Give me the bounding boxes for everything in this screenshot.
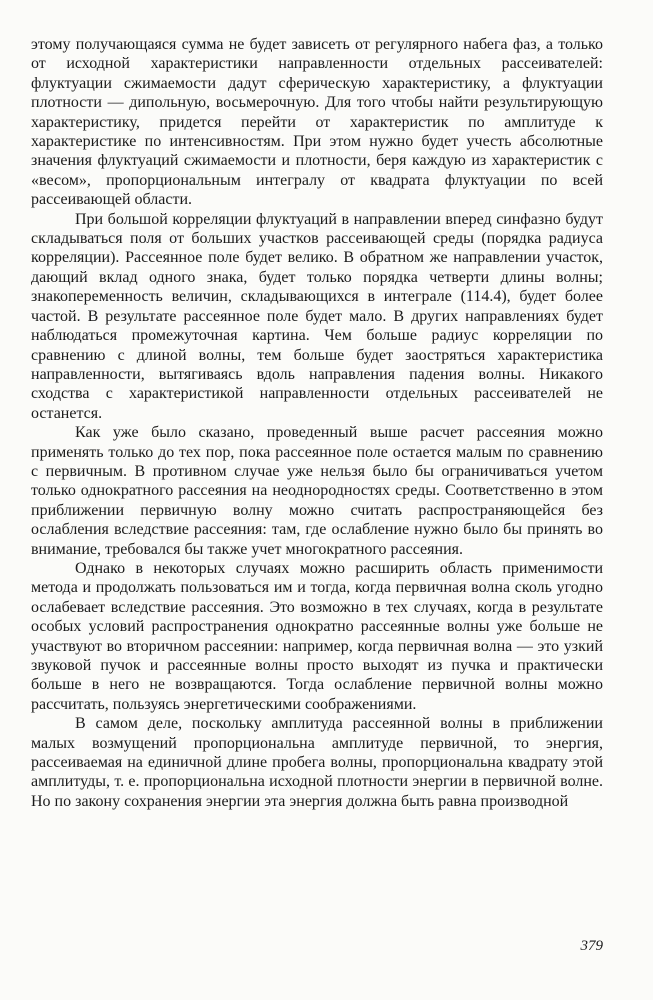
- paragraph-4: Однако в некоторых случаях можно расширить область применимости метода и продолжать пользоваться им и тогда, когда первичная волна сколь угодно ослабевает вследствие рассеяния. Это возможно в тех случаях, когда в результате особых условий распространения однократно рассеянные волны уже больше не участвуют во вторичном рассеянии: например, когда первичная волна — это узкий звуковой пучок и рассеянные волны просто выходят из пучка и практически больше в него не возвращаются. Тогда ослабление первичной волны можно рассчитать, пользуясь энергетическими соображениями.: [31, 559, 603, 713]
- paragraph-1: этому получающаяся сумма не будет зависеть от регулярного набега фаз, а только от исходной характеристики направленности отдельных рассеивателей: флуктуации сжимаемости дадут сферическую характеристику, а флуктуации плотности — дипольную, восьмерочную. Для того чтобы найти результирующую характеристику, придется перейти от характеристик по амплитуде к характеристике по интенсивностям. При этом нужно будет учесть абсолютные значения флуктуаций сжимаемости и плотности, беря каждую из характеристик с «весом», пропорциональным интегралу от квадрата флуктуации по всей рассеивающей области.: [31, 36, 603, 209]
- page-number: 379: [580, 938, 603, 954]
- body-text: [31, 35, 603, 811]
- paragraph-3: Как уже было сказано, проведенный выше расчет рассеяния можно применять только до тех пор, пока рассеянное поле остается малым по сравнению с первичным. В противном случае уже нельзя было бы ограничиваться учетом только однократного рассеяния на неоднородностях среды. Соответственно в этом приближении первичную волну можно считать распространяющейся без ослабления вследствие рассеяния: там, где ослабление нужно было бы принять во внимание, требовался бы также учет многократного рассеяния.: [31, 424, 603, 558]
- paragraph-5: В самом деле, поскольку амплитуда рассеянной волны в приближении малых возмущений пропорциональна амплитуде первичной, то энергия, рассеиваемая на единичной длине пробега волны, пропорциональна квадрату этой амплитуды, т. е. пропорциональна исходной плотности энергии в первичной волне. Но по закону сохранения энергии эта энергия должна быть равна производной: [31, 715, 603, 810]
- paragraph-2: При большой корреляции флуктуаций в направлении вперед синфазно будут складываться поля от больших участков рассеивающей среды (порядка радиуса корреляции). Рассеянное поле будет велико. В обратном же направлении участок, дающий вклад одного знака, будет только порядка четверти длины волны; знакопеременность величин, складывающихся в интеграле (114.4), будет более частой. В результате рассеянное поле будет мало. В других направлениях будет наблюдаться промежуточная картина. Чем больше радиус корреляции по сравнению с длиной волны, тем больше будет заостряться характеристика направленности, вытягиваясь вдоль направления падения волны. Никакого сходства с характеристикой направленности отдельных рассеивателей не останется.: [31, 210, 603, 422]
